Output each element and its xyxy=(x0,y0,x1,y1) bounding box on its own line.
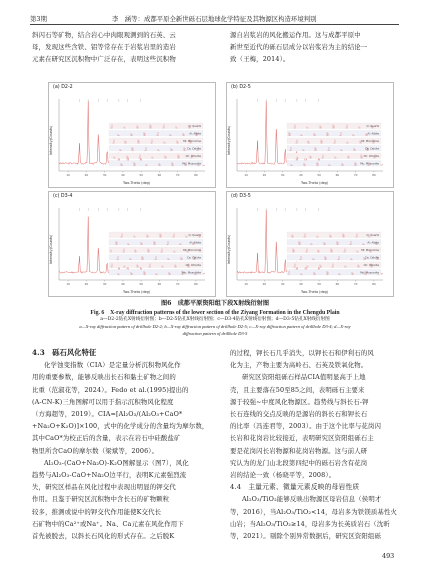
text-line: （方海超等，2019）。CIA=[Al₂O₃/(Al₂O₃+CaO* xyxy=(32,410,183,419)
text-line: Al₂O₃/TiO₂能够反映出物源区母岩信息（侯明才 xyxy=(242,495,382,504)
phase-legend-label: Ch: Chlorite xyxy=(363,155,379,158)
right-column xyxy=(230,347,405,542)
x-tick-label: 40 xyxy=(299,281,303,286)
phase-legend-label: Q: Quartz xyxy=(188,125,201,128)
left-column xyxy=(32,347,214,542)
xrd-plot-d xyxy=(227,192,393,296)
page-number: 493 xyxy=(382,552,395,560)
x-tick-label: 10 xyxy=(66,172,70,177)
text-line: 化学蚀变指数（CIA）是定量分析沉积物风化作 xyxy=(44,361,181,370)
xrd-panel-d xyxy=(226,191,394,297)
phase-legend-label: Al: Albite xyxy=(367,132,379,136)
xrd-plot-c xyxy=(49,192,215,296)
subsection-heading: 4.4 主量元素、微量元素反映的母岩性质 xyxy=(230,483,360,492)
panel-label: (b) D2-5 xyxy=(231,85,251,90)
phase-legend-label: Mi: Microcline xyxy=(183,140,201,143)
x-tick-label: 80 xyxy=(372,281,376,286)
text-line: 较多，推测或说中的钾交代作用能使K交代长 xyxy=(32,507,162,516)
text-line: 究认为的龙门山北段第四纪中的砾石岩含有花岗 xyxy=(230,458,368,467)
x-tick-label: 20 xyxy=(262,172,267,177)
x-tick-label: 70 xyxy=(353,172,358,177)
text-line: 母，发现这些含铁、铝等常存在于岩浆岩里的造岩 xyxy=(32,43,176,52)
x-tick-label: 10 xyxy=(244,172,248,177)
phase-legend-label: Ch: Chlorite xyxy=(363,264,379,267)
phase-legend-label: Ch: Chlorite xyxy=(185,155,201,158)
x-tick-label: 70 xyxy=(353,281,358,286)
x-tick-label: 40 xyxy=(121,172,125,177)
x-tick-label: 10 xyxy=(66,281,70,286)
x-tick-label: 40 xyxy=(121,281,125,286)
header-rule xyxy=(30,24,399,25)
text-line: 趋势与Al₂O₃-CaO+Na₂O边平行，表明K元素强烈流 xyxy=(32,471,187,480)
text-line: (A-CN-K)三角图解可以用于指示沉积物风化程度 xyxy=(32,397,174,406)
text-line: 等，2016），当Al₂O₃/TiO₂<14，母岩多为铁镁质基性火 xyxy=(230,507,398,516)
text-line: +Na₂O+K₂O)]×100，式中的化学成分的含量均为摩尔数， xyxy=(32,422,209,431)
phase-legend-label: Ca: Calcite xyxy=(187,147,201,151)
top-left-text xyxy=(32,29,214,66)
x-tick-label: 60 xyxy=(157,172,162,177)
x-tick-label: 20 xyxy=(262,281,267,286)
text-line: Al₂O₃-(CaO+Na₂O)-K₂O图解显示（图7），风化 xyxy=(44,458,189,467)
text-line: 源于较强~中度风化物源区。趋势线与斜长石-钾 xyxy=(230,397,369,406)
section-heading: 4.3 砾石风化特征 xyxy=(32,348,97,357)
x-tick-label: 30 xyxy=(280,172,285,177)
text-line: 长岩和花岗岩比较接近，表明研究区资阳组砾石主 xyxy=(230,434,374,443)
text-line: 化为主，产物主要为高岭石、石英及铁氧化物。 xyxy=(230,361,368,370)
phase-legend-label: Al: Albite xyxy=(189,132,201,136)
y-axis-label: Intensity(Counts) xyxy=(227,125,231,155)
x-tick-label: 20 xyxy=(84,281,89,286)
text-line: 石矿物中的Ca²⁺或Na⁺。Na、Ca元素在风化作用下 xyxy=(32,519,184,528)
phase-legend-label: Mi: Microcline xyxy=(361,249,379,252)
y-axis-label: Intensity(Counts) xyxy=(227,234,231,264)
phase-legend-label: Al: Albite xyxy=(367,241,379,245)
x-axis-label: Two-Theta (deg) xyxy=(123,181,151,185)
text-line: 源自岩浆岩的风化搬运作用。这与成都平原中 xyxy=(230,31,361,39)
phase-legend-label: Ch: Chlorite xyxy=(185,264,201,267)
y-axis-label: Intensity(Counts) xyxy=(49,125,53,155)
x-tick-label: 80 xyxy=(372,172,376,177)
y-axis-label: Intensity(Counts) xyxy=(49,234,53,264)
x-tick-label: 50 xyxy=(139,281,143,286)
x-tick-label: 60 xyxy=(157,281,162,286)
text-line: 等，2021）。剔除个别异常数据后，研究区资阳组砾 xyxy=(230,532,382,541)
text-line: 的比率（冯连君等，2003）。由于这个比率与花岗闪 xyxy=(230,422,382,431)
phase-legend-label: Al: Albite xyxy=(189,241,201,245)
text-line: 长石连线的交点反映的是源岩的斜长石和钾长石 xyxy=(230,410,368,419)
panel-label: (d) D3-5 xyxy=(231,194,251,199)
text-line: 其中CaO*为校正后的含量，表示在岩石中硅酸盐矿 xyxy=(32,434,181,443)
x-tick-label: 60 xyxy=(335,281,340,286)
text-line: 岩的结论一致（杨晓平等，2008）。 xyxy=(230,471,336,480)
x-axis-label: Two-Theta (deg) xyxy=(301,290,329,294)
text-line: 致（王梅，2014）。 xyxy=(230,55,290,64)
phase-legend-label: Ca: Calcite xyxy=(365,147,379,151)
phase-legend-label: Q: Quartz xyxy=(366,125,379,128)
text-line: 的过程，钾长石几乎消失，以钾长石和伊利石的风 xyxy=(230,349,374,357)
text-line: 物里所含CaO的摩尔数（梁斌等，2006）。 xyxy=(32,446,159,455)
panel-label: (c) D3-4 xyxy=(53,194,73,199)
phase-legend-label: Q: Quartz xyxy=(366,234,379,237)
x-tick-label: 60 xyxy=(335,172,340,177)
issue-number: 第3期 xyxy=(30,15,47,23)
xrd-plot-b xyxy=(227,83,393,187)
x-tick-label: 50 xyxy=(317,281,321,286)
figure-caption-en: Fig. 6 X-ray diffraction patterns of the lower section of the Ziyang Formation in the Chengdu Plain xyxy=(90,310,340,316)
text-line: 元素在研究区沉积物中广泛存在，表明这些沉积物 xyxy=(32,55,176,64)
text-line: 比重（范淑花等，2024）。Fedo et al.(1995)提出的 xyxy=(32,385,189,394)
text-line: 壳，且主要落在50至85之间，表明砾石主要来 xyxy=(230,385,365,394)
xrd-panel-c xyxy=(48,191,216,297)
text-line: 新世至近代的砾石层成分以岩浆岩为主的结论一 xyxy=(230,43,368,52)
x-tick-label: 50 xyxy=(317,172,321,177)
text-line: 要是花岗闪长岩物源和花岗岩物源。这与前人研 xyxy=(230,446,368,455)
x-tick-label: 40 xyxy=(299,172,303,177)
phase-legend-label: Mu: Muscovite xyxy=(182,162,201,166)
running-title: 李 涵等：成都平原全新世砾石层地球化学特征及其物源区构造环境判别 xyxy=(112,15,317,23)
phase-legend-label: Mi: Microcline xyxy=(183,249,201,252)
x-axis-label: Two-Theta (deg) xyxy=(123,290,151,294)
xrd-panel-a xyxy=(48,82,216,188)
text-line: 斜闪石等矿物，结合岩心中肉眼观测到的石英、云 xyxy=(32,31,176,39)
phase-legend-label: Mu: Muscovite xyxy=(182,271,201,275)
text-line: 作用。且鉴于研究区沉积物中含长石的矿物颗粒 xyxy=(32,495,170,504)
phase-legend-label: Mu: Muscovite xyxy=(360,162,379,166)
x-tick-label: 20 xyxy=(84,172,89,177)
phase-legend-label: Mi: Microcline xyxy=(361,140,379,143)
xrd-panel-b xyxy=(226,82,394,188)
text-line: 用的重要参数，能够反映出长石和黏土矿物之间的 xyxy=(32,373,176,382)
x-tick-label: 80 xyxy=(194,281,198,286)
text-line: 首先被脱去，以斜长石风化的形式存在。之后脱K xyxy=(32,532,175,541)
text-line: 失，研究区样品在风化过程中表现出明显的钾交代 xyxy=(32,483,176,492)
text-line: 研究区资阳组砾石样品CIA值明显高于上地 xyxy=(242,373,366,382)
panel-label: (a) D2-2 xyxy=(53,85,73,90)
phase-legend-label: Q: Quartz xyxy=(188,234,201,237)
x-axis-label: Two-Theta (deg) xyxy=(301,181,329,185)
x-tick-label: 80 xyxy=(194,172,198,177)
x-tick-label: 70 xyxy=(175,281,180,286)
figure-subcaption-en-1: a—X-ray diffraction pattern of drillhole D2-2; b—X-ray diffraction pattern of drillhole D2-5; c—X-ray diffraction pattern of drillhole D3-4; d—X-ray xyxy=(79,324,351,329)
xrd-plot-a xyxy=(49,83,215,187)
x-tick-label: 70 xyxy=(175,172,180,177)
x-tick-label: 30 xyxy=(102,172,107,177)
phase-legend-label: Ca: Calcite xyxy=(187,256,201,260)
phase-legend-label: Ca: Calcite xyxy=(365,256,379,260)
x-tick-label: 10 xyxy=(244,281,248,286)
figure-subcaption-en-2: diffraction pattern of drillhole D3-5 xyxy=(182,331,248,336)
phase-legend-label: Mu: Muscovite xyxy=(360,271,379,275)
text-line: 山岩；当Al₂O₃/TiO₂≥14，母岩多为长英质岩石（沈昕 xyxy=(230,519,390,528)
x-tick-label: 30 xyxy=(280,281,285,286)
top-right-text xyxy=(230,29,405,66)
figure-subcaption-cn: a—D2-2钻孔X射线衍射图；b—D2-5钻孔X射线衍射图；c—D3-4钻孔X射线衍射图；d—D3-5钻孔X射线衍射图 xyxy=(100,317,330,322)
x-tick-label: 30 xyxy=(102,281,107,286)
figure-caption-cn: 图6 成都平原资阳组下段X射线衍射图 xyxy=(160,300,270,307)
x-tick-label: 50 xyxy=(139,172,143,177)
